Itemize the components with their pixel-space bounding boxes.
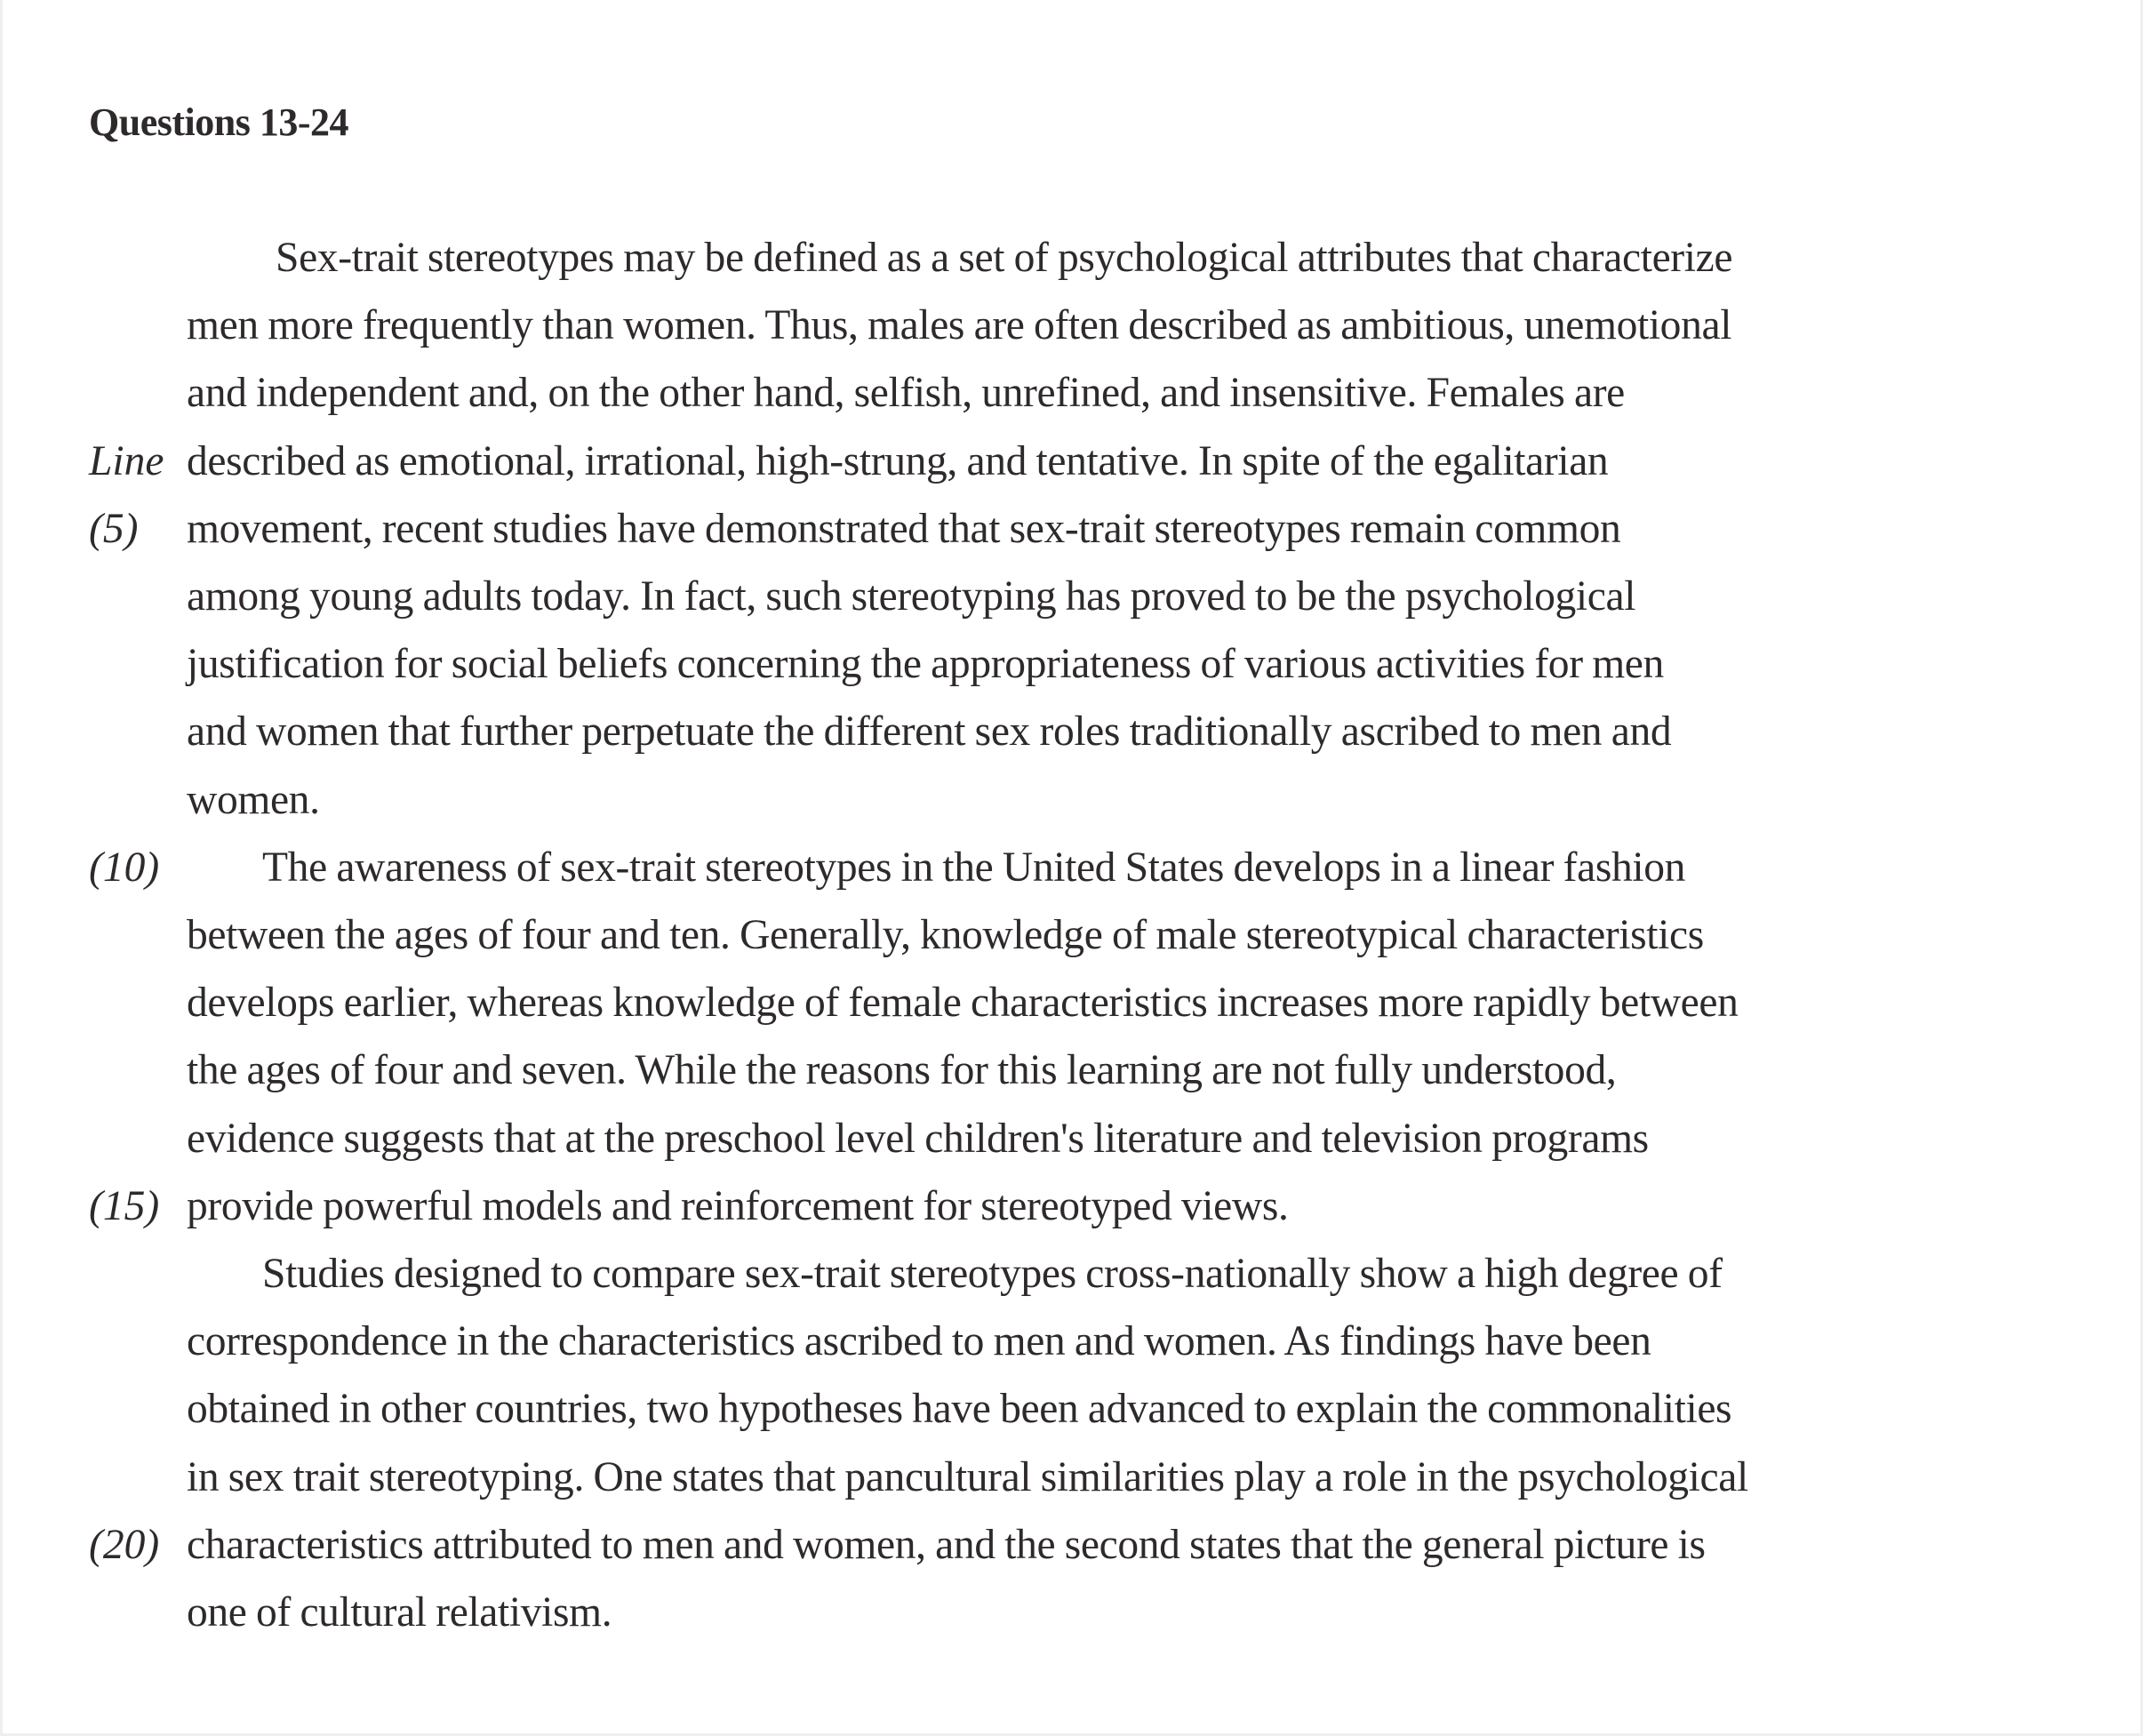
passage-line-text: between the ages of four and ten. Generally, knowledge of male stereotypical characteristics [187, 912, 1704, 958]
passage-line [0, 292, 2143, 359]
passage-line-text: Studies designed to compare sex-trait stereotypes cross-nationally show a high degree of [262, 1251, 1723, 1297]
passage-line [0, 766, 2143, 834]
passage-line [0, 698, 2143, 765]
passage-line [0, 428, 2143, 495]
passage-line [0, 630, 2143, 698]
passage-line-text: in sex trait stereotyping. One states that pancultural similarities play a role in the psychological [187, 1453, 1748, 1500]
passage-line-text: develops earlier, whereas knowledge of female characteristics increases more rapidly between [187, 980, 1739, 1027]
line-number-marker: (20) [89, 1521, 160, 1568]
passage-line [0, 834, 2143, 901]
passage-line-text: obtained in other countries, two hypotheses have been advanced to explain the commonalities [187, 1386, 1732, 1433]
passage-line-text: women. [187, 776, 320, 823]
passage-line-text: one of cultural relativism. [187, 1589, 612, 1636]
passage-line-text: described as emotional, irrational, high-strung, and tentative. In spite of the egalitarian [187, 437, 1609, 484]
passage-line-text: among young adults today. In fact, such stereotyping has proved to be the psychological [187, 573, 1636, 620]
passage-line-text: and independent and, on the other hand, selfish, unrefined, and insensitive. Females are [187, 370, 1625, 417]
passage-line [0, 901, 2143, 969]
passage-line-text: evidence suggests that at the preschool level children's literature and television programs [187, 1115, 1649, 1162]
passage-line-text: movement, recent studies have demonstrated that sex-trait stereotypes remain common [187, 505, 1621, 552]
passage-line [0, 1375, 2143, 1443]
passage-line [0, 359, 2143, 427]
passage-line [0, 495, 2143, 563]
passage-line-text: and women that further perpetuate the different sex roles traditionally ascribed to men and [187, 708, 1672, 756]
passage-line-text: men more frequently than women. Thus, males are often described as ambitious, unemotional [187, 302, 1732, 349]
passage-line-text: the ages of four and seven. While the reasons for this learning are not fully understood, [187, 1047, 1617, 1094]
passage-line [0, 1511, 2143, 1579]
passage-line-text: Sex-trait stereotypes may be defined as a set of psychological attributes that characterize [276, 235, 1733, 281]
line-number-marker: (5) [89, 505, 139, 552]
passage-line-text: provide powerful models and reinforcement for stereotyped views. [187, 1182, 1289, 1229]
questions-heading: Questions 13-24 [89, 100, 348, 144]
passage-line-text: The awareness of sex-trait stereotypes in the United States develops in a linear fashion [262, 844, 1686, 891]
line-number-marker: (15) [89, 1182, 160, 1229]
passage-line-text: correspondence in the characteristics ascribed to men and women. As findings have been [187, 1318, 1651, 1365]
line-number-marker: (10) [89, 844, 160, 891]
passage-line [0, 224, 2143, 292]
passage-line [0, 1444, 2143, 1511]
passage-line [0, 1308, 2143, 1375]
passage-line [0, 1579, 2143, 1646]
line-number-marker: Line [89, 437, 164, 484]
passage-line [0, 1172, 2143, 1240]
passage-line-text: characteristics attributed to men and women, and the second states that the general picture is [187, 1521, 1706, 1568]
passage-line [0, 969, 2143, 1036]
passage-line [0, 1036, 2143, 1104]
passage-line [0, 1240, 2143, 1308]
passage-line [0, 563, 2143, 630]
passage-line [0, 1105, 2143, 1172]
passage-line-text: justification for social beliefs concerning the appropriateness of various activities for men [187, 641, 1664, 688]
